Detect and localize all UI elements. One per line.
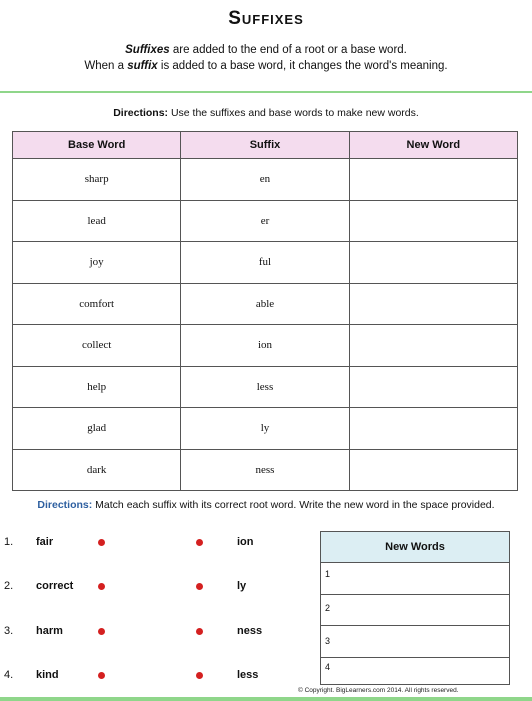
new-word-cell[interactable] <box>349 242 517 284</box>
answer-number: 4 <box>325 661 331 672</box>
base-word-cell: dark <box>13 449 181 491</box>
new-word-answer-field[interactable] <box>321 626 509 658</box>
new-word-cell[interactable] <box>349 200 517 242</box>
intro-line-1 <box>0 42 532 58</box>
match-dot-right[interactable] <box>196 628 203 635</box>
directions-1 <box>0 107 532 119</box>
base-word-cell: help <box>13 366 181 408</box>
header-suffix: Suffix <box>181 132 349 159</box>
new-word-answer-field[interactable] <box>321 595 509 627</box>
match-root-word: fair <box>36 536 54 548</box>
directions-2-label: Directions: <box>37 499 93 511</box>
table-row <box>13 366 518 408</box>
new-word-cell[interactable] <box>349 325 517 367</box>
new-word-cell[interactable] <box>349 159 517 201</box>
intro-line-2 <box>0 58 532 74</box>
base-word-cell: joy <box>13 242 181 284</box>
new-word-cell[interactable] <box>349 283 517 325</box>
page-title: Suffixes <box>228 8 304 29</box>
suffix-cell: ness <box>181 449 349 491</box>
suffix-cell: ly <box>181 408 349 450</box>
bottom-divider <box>0 697 532 701</box>
match-dot-right[interactable] <box>196 672 203 679</box>
match-root-word: correct <box>36 580 74 592</box>
match-row <box>0 625 320 645</box>
match-number: 2. <box>4 580 14 592</box>
answer-number: 1 <box>325 569 331 579</box>
suffix-cell: en <box>181 159 349 201</box>
suffix-cell: ion <box>181 325 349 367</box>
top-divider <box>0 91 532 93</box>
match-root-word: harm <box>36 625 63 637</box>
new-words-box <box>320 531 510 685</box>
match-suffix: ion <box>237 536 254 548</box>
match-number: 4. <box>4 669 14 681</box>
new-word-answer-field[interactable] <box>321 658 509 689</box>
new-word-cell[interactable] <box>349 449 517 491</box>
match-row <box>0 580 320 600</box>
match-dot-left[interactable] <box>98 583 105 590</box>
table-row <box>13 408 518 450</box>
suffix-cell: er <box>181 200 349 242</box>
match-dot-left[interactable] <box>98 628 105 635</box>
intro-line-1-rest: are added to the end of a root or a base word. <box>169 44 407 56</box>
match-root-word: kind <box>36 669 59 681</box>
match-number: 1. <box>4 536 14 548</box>
directions-2-text: Match each suffix with its correct root word. Write the new word in the space provided. <box>92 499 495 511</box>
suffix-table <box>12 131 518 491</box>
match-dot-left[interactable] <box>98 539 105 546</box>
table-row <box>13 283 518 325</box>
answer-number: 2 <box>325 602 331 613</box>
match-dot-right[interactable] <box>196 539 203 546</box>
table-row <box>13 159 518 201</box>
directions-2 <box>0 499 532 511</box>
match-suffix: ly <box>237 580 247 592</box>
intro-term-2: suffix <box>127 60 158 72</box>
directions-1-text: Use the suffixes and base words to make new words. <box>168 107 419 119</box>
table-row <box>13 242 518 284</box>
intro-text <box>0 42 532 74</box>
table-row <box>13 200 518 242</box>
table-header-row <box>13 132 518 159</box>
directions-1-label: Directions: <box>113 107 169 119</box>
match-suffix: ness <box>237 625 263 637</box>
match-dot-left[interactable] <box>98 672 105 679</box>
new-word-cell[interactable] <box>349 366 517 408</box>
base-word-cell: sharp <box>13 159 181 201</box>
base-word-cell: comfort <box>13 283 181 325</box>
suffix-cell: able <box>181 283 349 325</box>
new-word-cell[interactable] <box>349 408 517 450</box>
suffix-cell: less <box>181 366 349 408</box>
new-words-header: New Words <box>321 532 509 563</box>
base-word-cell: lead <box>13 200 181 242</box>
header-base-word: Base Word <box>13 132 181 159</box>
intro-term-1: Suffixes <box>125 44 170 56</box>
base-word-cell: glad <box>13 408 181 450</box>
match-number: 3. <box>4 625 14 637</box>
table-row <box>13 449 518 491</box>
new-word-answer-field[interactable] <box>321 563 509 595</box>
match-row <box>0 669 320 689</box>
intro-line-2-rest: is added to a base word, it changes the word's meaning. <box>157 60 448 72</box>
match-row <box>0 536 320 556</box>
match-dot-right[interactable] <box>196 583 203 590</box>
answer-number: 3 <box>325 636 331 646</box>
suffix-cell: ful <box>181 242 349 284</box>
match-suffix: less <box>237 669 259 681</box>
base-word-cell: collect <box>13 325 181 367</box>
copyright-notice: © Copyright. BigLearners.com 2014. All rights reserved. <box>298 687 459 694</box>
header-new-word: New Word <box>349 132 517 159</box>
table-row <box>13 325 518 367</box>
intro-line-2-start: When a <box>84 60 128 72</box>
